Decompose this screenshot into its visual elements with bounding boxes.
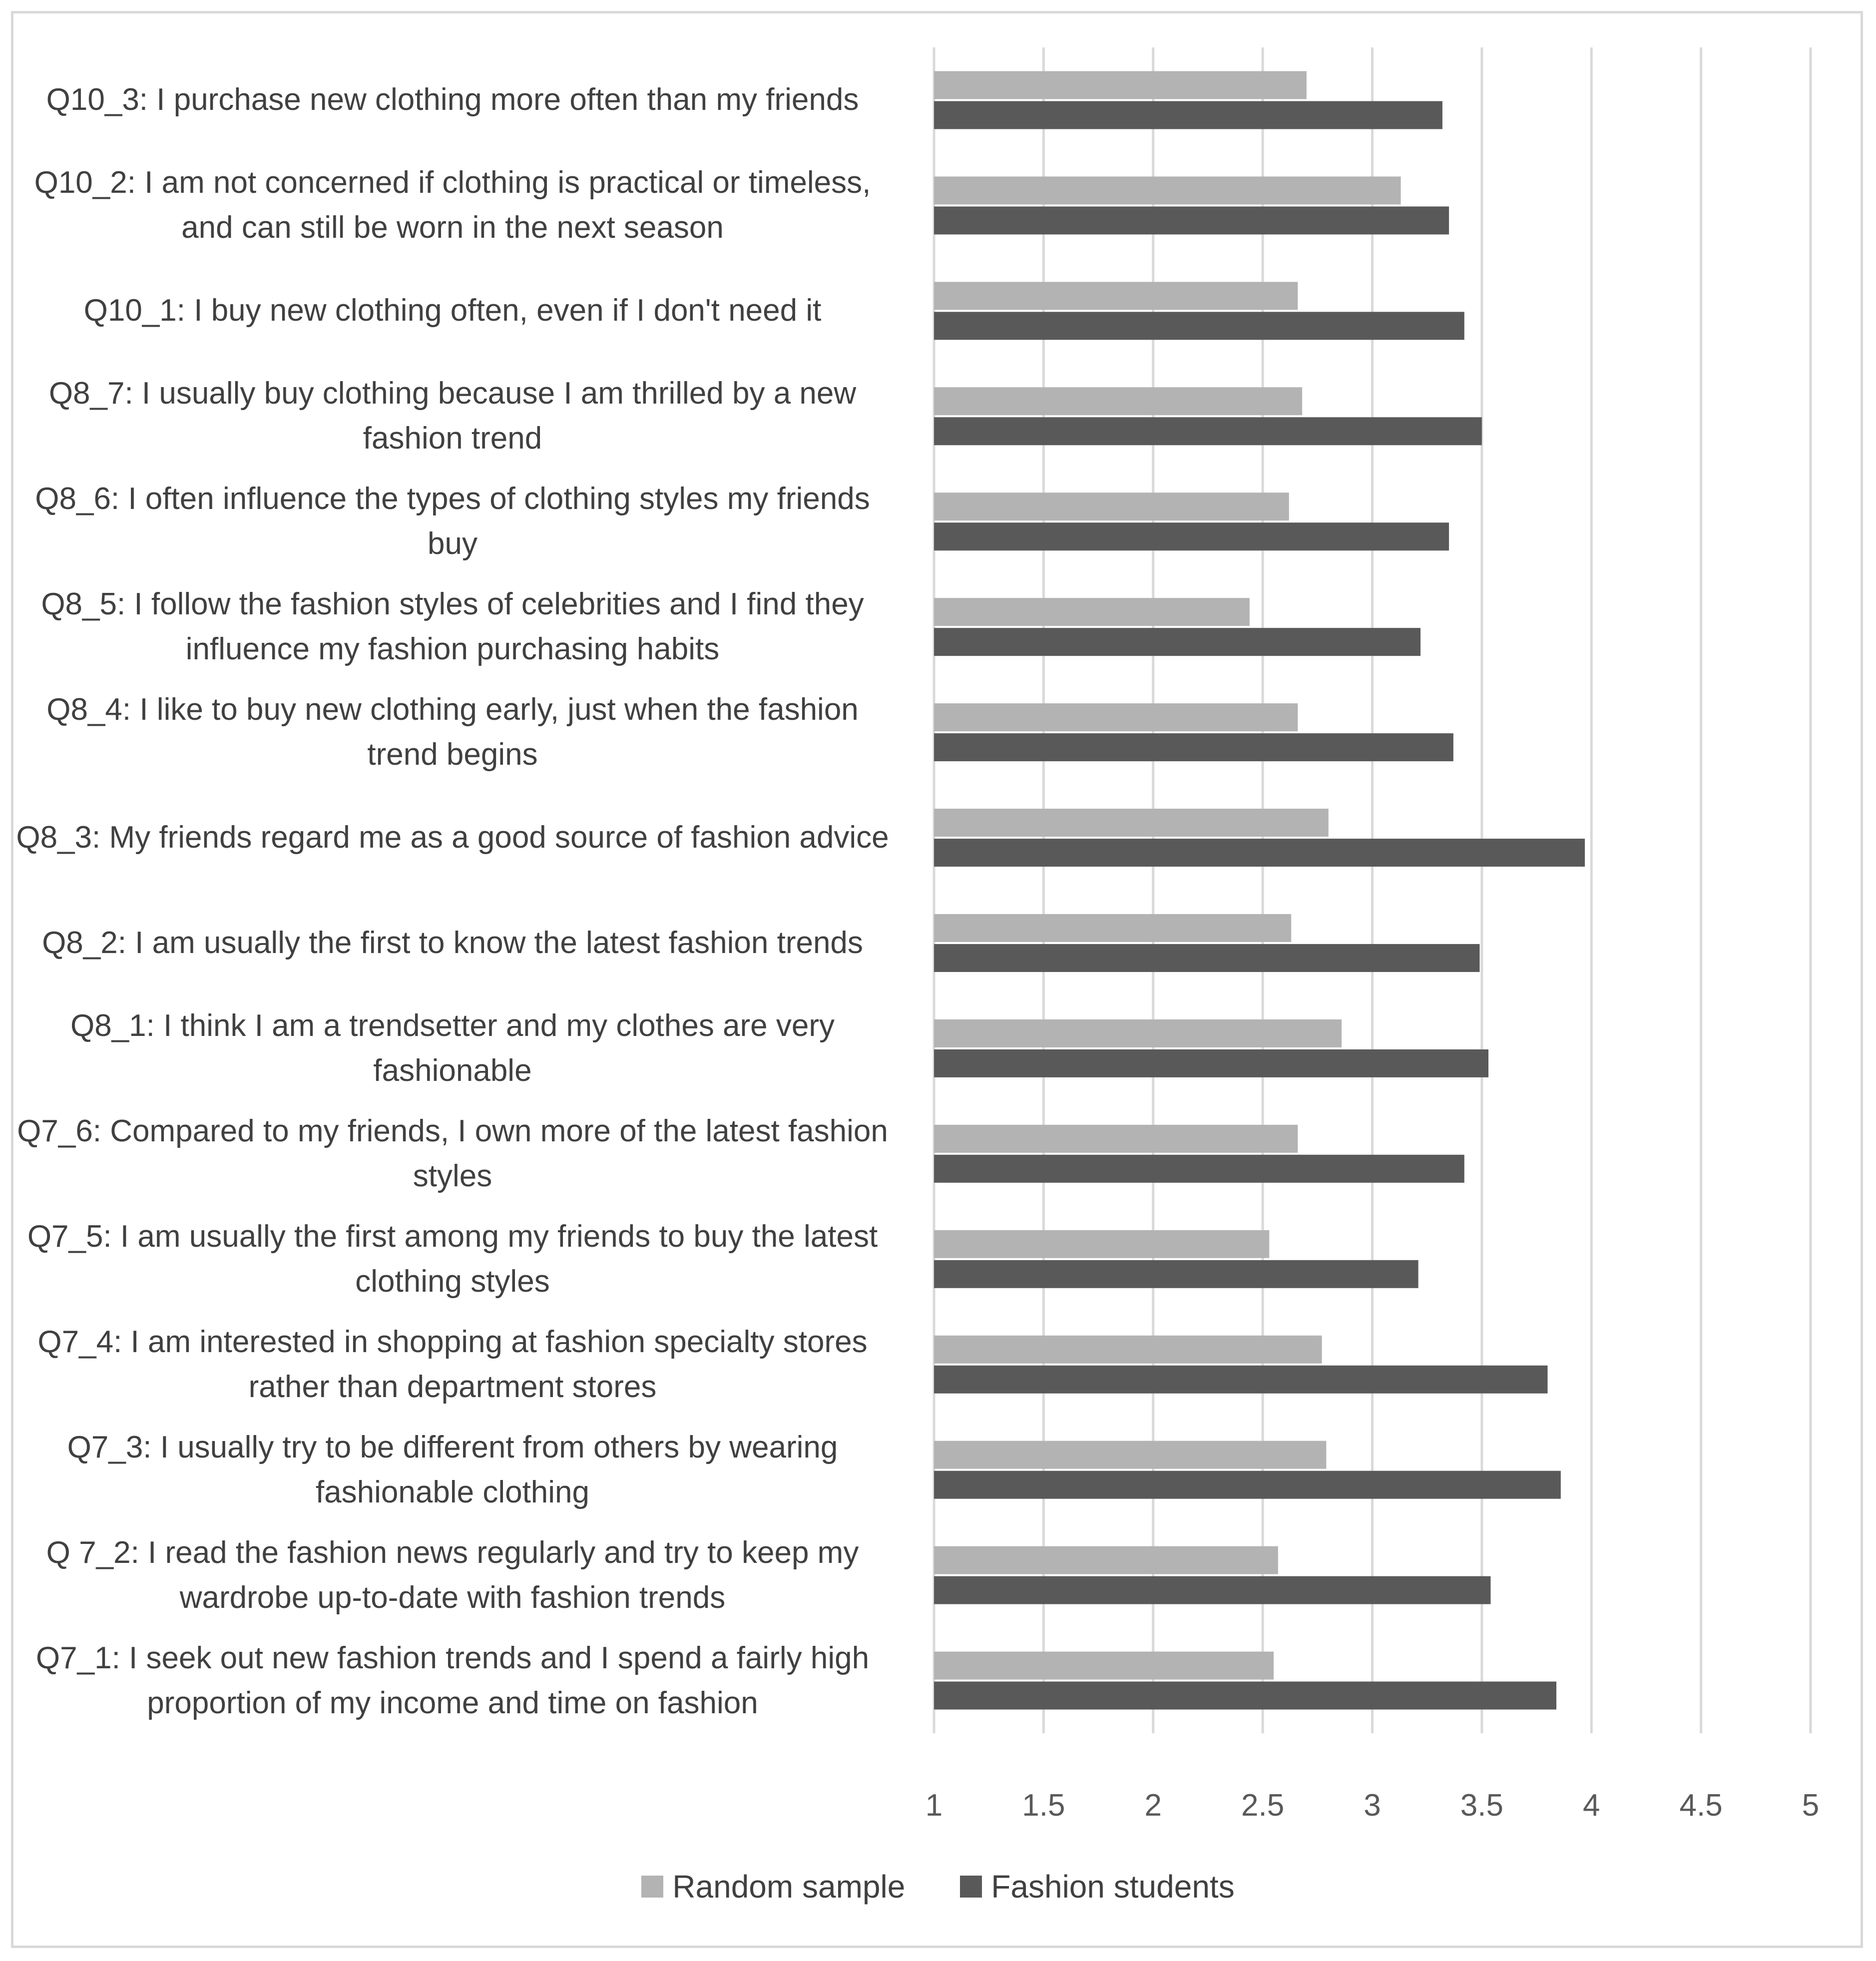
x-tick-label: 5	[1802, 1788, 1820, 1823]
x-tick-label: 3.5	[1460, 1788, 1503, 1823]
legend-swatch-fashion-students	[960, 1876, 982, 1898]
bar-random-sample-4	[934, 492, 1289, 520]
bar-fashion-students-0	[934, 101, 1442, 129]
bar-random-sample-10	[934, 1125, 1298, 1153]
bar-random-sample-6	[934, 703, 1298, 731]
bar-random-sample-9	[934, 1019, 1342, 1047]
x-tick-label: 2	[1144, 1788, 1162, 1823]
category-label: Q7_3: I usually try to be different from others by wearing fashionable clothing	[67, 1430, 838, 1509]
x-tick-label: 2.5	[1241, 1788, 1285, 1823]
bar-fashion-students-10	[934, 1155, 1464, 1183]
bar-fashion-students-14	[934, 1576, 1490, 1604]
category-label: Q10_2: I am not concerned if clothing is practical or timeless, and can still be worn in the next season	[34, 165, 871, 245]
x-tick-label: 1	[925, 1788, 943, 1823]
bar-fashion-students-7	[934, 839, 1585, 867]
legend-label-random-sample: Random sample	[672, 1869, 906, 1905]
bar-fashion-students-3	[934, 417, 1482, 445]
bar-fashion-students-11	[934, 1260, 1418, 1288]
bar-fashion-students-6	[934, 733, 1453, 761]
x-tick-label: 4	[1583, 1788, 1600, 1823]
x-axis-ticks	[926, 1788, 1819, 1823]
bar-random-sample-11	[934, 1230, 1269, 1258]
legend	[0, 1868, 1876, 1905]
bar-random-sample-2	[934, 282, 1298, 310]
bar-fashion-students-8	[934, 944, 1479, 972]
category-label: Q7_6: Compared to my friends, I own more of the latest fashion styles	[17, 1113, 888, 1193]
category-label: Q7_1: I seek out new fashion trends and I spend a fairly high proportion of my income and time on fashion	[35, 1640, 870, 1720]
category-label: Q8_4: I like to buy new clothing early, just when the fashion trend begins	[46, 692, 859, 772]
bars	[934, 71, 1585, 1709]
bar-random-sample-0	[934, 71, 1307, 99]
bar-random-sample-8	[934, 914, 1291, 942]
bar-fashion-students-2	[934, 312, 1464, 340]
category-label: Q8_7: I usually buy clothing because I am thrilled by a new fashion trend	[48, 376, 857, 456]
bar-random-sample-1	[934, 176, 1401, 204]
category-label: Q10_1: I buy new clothing often, even if I don't need it	[83, 293, 822, 328]
bar-fashion-students-13	[934, 1471, 1561, 1499]
bar-random-sample-13	[934, 1441, 1326, 1469]
bar-fashion-students-12	[934, 1366, 1548, 1394]
bar-fashion-students-9	[934, 1049, 1488, 1077]
legend-item-fashion-students	[960, 1868, 1234, 1905]
category-label: Q8_3: My friends regard me as a good source of fashion advice	[16, 820, 889, 855]
x-tick-label: 4.5	[1679, 1788, 1723, 1823]
bar-random-sample-5	[934, 598, 1250, 626]
bar-fashion-students-1	[934, 206, 1449, 234]
bar-fashion-students-5	[934, 628, 1420, 656]
category-label: Q7_4: I am interested in shopping at fashion specialty stores rather than department stores	[37, 1324, 868, 1404]
category-label: Q8_2: I am usually the first to know the latest fashion trends	[42, 925, 863, 960]
category-label: Q7_5: I am usually the first among my friends to buy the latest clothing styles	[27, 1219, 878, 1299]
bar-random-sample-7	[934, 809, 1329, 837]
bar-random-sample-15	[934, 1652, 1274, 1680]
category-label: Q8_5: I follow the fashion styles of celebrities and I find they influence my fashion purchasing habits	[41, 587, 864, 667]
category-label: Q8_1: I think I am a trendsetter and my clothes are very fashionable	[70, 1008, 835, 1088]
category-label: Q10_3: I purchase new clothing more often than my friends	[46, 82, 859, 117]
x-tick-label: 3	[1364, 1788, 1381, 1823]
bar-fashion-students-4	[934, 522, 1449, 550]
legend-label-fashion-students: Fashion students	[991, 1869, 1235, 1905]
bar-random-sample-14	[934, 1546, 1278, 1574]
bar-fashion-students-15	[934, 1682, 1556, 1710]
x-tick-label: 1.5	[1022, 1788, 1065, 1823]
bar-random-sample-12	[934, 1336, 1322, 1364]
category-label: Q8_6: I often influence the types of clothing styles my friends buy	[35, 482, 870, 561]
legend-item-random-sample	[641, 1868, 905, 1905]
bar-random-sample-3	[934, 387, 1302, 415]
legend-swatch-random-sample	[641, 1876, 663, 1898]
category-label: Q 7_2: I read the fashion news regularly and try to keep my wardrobe up-to-date with fashion trends	[46, 1535, 859, 1615]
